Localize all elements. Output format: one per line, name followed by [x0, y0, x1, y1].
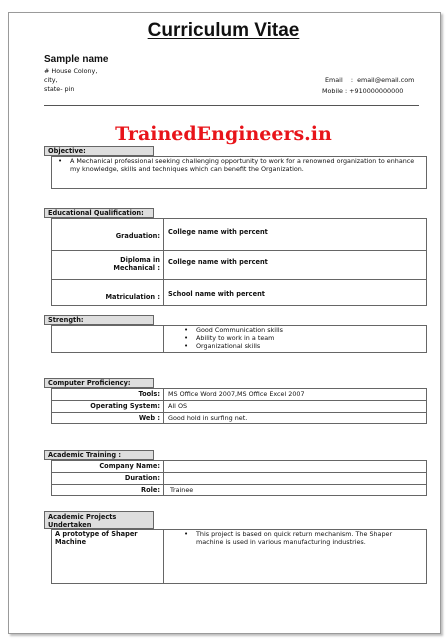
training-label-company: Company Name: — [99, 462, 160, 470]
objective-heading: Objective: — [44, 146, 154, 156]
training-label-role: Role: — [141, 486, 160, 494]
education-value-matriculation: School name with percent — [168, 290, 265, 298]
project-description: • This project is based on quick return mechanism. The Shaper machine is used in various manufacturing industries. — [184, 530, 420, 546]
strength-item: • Organizational skills — [184, 342, 283, 350]
project-list — [184, 530, 420, 546]
education-row-sep-1 — [51, 250, 427, 251]
computer-heading: Computer Proficiency: — [44, 378, 154, 388]
mobile-text: Mobile : +910000000000 — [322, 87, 404, 95]
computer-row-sep-1 — [51, 400, 427, 401]
projects-divider — [163, 529, 164, 584]
education-label-diploma: Diploma in Mechanical : — [113, 256, 160, 272]
email-text: Email : email@email.com — [325, 76, 415, 84]
training-divider — [163, 460, 164, 496]
address-line-2: city, — [44, 76, 58, 84]
strength-heading: Strength: — [44, 315, 154, 325]
computer-divider — [163, 388, 164, 424]
address-line-3: state- pin — [44, 85, 75, 93]
training-heading: Academic Training : — [44, 450, 154, 460]
project-name: A prototype of Shaper Machine — [55, 530, 138, 546]
page-title: Curriculum Vitae — [147, 20, 300, 41]
projects-heading: Academic Projects Undertaken — [44, 511, 154, 529]
header-divider — [44, 105, 419, 106]
strength-item: • Good Communication skills — [184, 326, 283, 334]
education-value-graduation: College name with percent — [168, 228, 268, 236]
watermark-logo: TrainedEngineers.in — [115, 123, 332, 145]
objective-text: • A Mechanical professional seeking challenging opportunity to work for a renowned organization to enhance my knowledge, skills and techniques which can benefit the Organization. — [58, 157, 420, 173]
education-label-matriculation: Matriculation : — [105, 293, 160, 301]
training-row-sep-2 — [51, 484, 427, 485]
computer-value-web: Good hold in surfing net. — [168, 414, 248, 422]
training-row-sep-1 — [51, 472, 427, 473]
computer-label-tools: Tools: — [138, 390, 160, 398]
computer-value-os: All OS — [168, 402, 188, 410]
education-value-diploma: College name with percent — [168, 258, 268, 266]
strength-divider — [163, 325, 164, 353]
objective-list — [58, 157, 420, 173]
training-label-duration: Duration: — [124, 474, 160, 482]
training-value-role: Trainee — [170, 486, 194, 494]
candidate-name: Sample name — [44, 54, 109, 65]
education-heading: Educational Qualification: — [44, 208, 154, 218]
strength-item: • Ability to work in a team — [184, 334, 283, 342]
computer-value-tools: MS Office Word 2007,MS Office Excel 2007 — [168, 390, 305, 398]
computer-label-web: Web : — [138, 414, 160, 422]
computer-label-os: Operating System: — [90, 402, 160, 410]
strength-list — [184, 326, 283, 350]
education-label-graduation: Graduation: — [115, 232, 160, 240]
computer-row-sep-2 — [51, 412, 427, 413]
education-row-sep-2 — [51, 279, 427, 280]
address-line-1: # House Colony, — [44, 67, 98, 75]
education-divider — [163, 218, 164, 306]
